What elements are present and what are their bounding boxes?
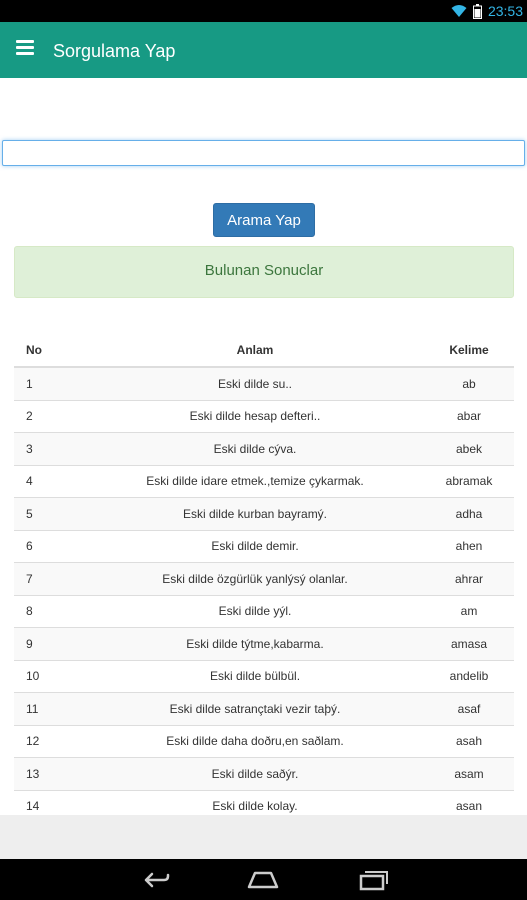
- table-row: [14, 790, 514, 815]
- cell-kelime: ahen: [424, 530, 514, 563]
- search-input[interactable]: [2, 140, 525, 166]
- table-row: [14, 725, 514, 758]
- cell-anlam: Eski dilde su..: [86, 367, 424, 400]
- wifi-icon: [451, 4, 467, 18]
- cell-kelime: asah: [424, 725, 514, 758]
- cell-no: 7: [14, 563, 86, 596]
- header-no: No: [14, 334, 86, 367]
- cell-kelime: andelib: [424, 660, 514, 693]
- results-banner: Bulunan Sonuclar: [14, 246, 514, 298]
- table-row: [14, 563, 514, 596]
- table-row: [14, 433, 514, 466]
- navigation-bar: [0, 859, 527, 900]
- cell-no: 11: [14, 693, 86, 726]
- cell-anlam: Eski dilde daha doðru,en saðlam.: [86, 725, 424, 758]
- cell-no: 2: [14, 400, 86, 433]
- hamburger-menu-icon[interactable]: [16, 40, 34, 58]
- results-table: [14, 334, 514, 815]
- results-table-container[interactable]: [14, 334, 514, 815]
- table-row: [14, 693, 514, 726]
- cell-anlam: Eski dilde hesap defteri..: [86, 400, 424, 433]
- cell-no: 6: [14, 530, 86, 563]
- cell-anlam: Eski dilde demir.: [86, 530, 424, 563]
- recents-icon[interactable]: [355, 868, 391, 892]
- back-icon[interactable]: [138, 868, 174, 892]
- table-row: [14, 595, 514, 628]
- cell-no: 12: [14, 725, 86, 758]
- cell-no: 13: [14, 758, 86, 791]
- cell-anlam: Eski dilde yýl.: [86, 595, 424, 628]
- cell-anlam: Eski dilde kurban bayramý.: [86, 498, 424, 531]
- table-row: [14, 660, 514, 693]
- cell-no: 4: [14, 465, 86, 498]
- cell-kelime: abek: [424, 433, 514, 466]
- battery-icon: [473, 4, 482, 19]
- app-bar: [0, 22, 527, 78]
- status-time: 23:53: [487, 3, 523, 19]
- page-title: Sorgulama Yap: [53, 41, 176, 61]
- table-row: [14, 367, 514, 400]
- home-icon[interactable]: [245, 868, 281, 892]
- search-button[interactable]: Arama Yap: [213, 203, 315, 237]
- cell-kelime: ab: [424, 367, 514, 400]
- cell-kelime: am: [424, 595, 514, 628]
- cell-kelime: adha: [424, 498, 514, 531]
- cell-kelime: abramak: [424, 465, 514, 498]
- cell-anlam: Eski dilde bülbül.: [86, 660, 424, 693]
- cell-anlam: Eski dilde kolay.: [86, 790, 424, 815]
- table-row: [14, 498, 514, 531]
- cell-no: 8: [14, 595, 86, 628]
- cell-anlam: Eski dilde saðýr.: [86, 758, 424, 791]
- header-kelime: Kelime: [424, 334, 514, 367]
- header-anlam: Anlam: [86, 334, 424, 367]
- cell-no: 1: [14, 367, 86, 400]
- table-row: [14, 465, 514, 498]
- cell-kelime: asan: [424, 790, 514, 815]
- status-bar: [0, 0, 527, 22]
- table-row: [14, 530, 514, 563]
- table-row: [14, 400, 514, 433]
- cell-anlam: Eski dilde týtme,kabarma.: [86, 628, 424, 661]
- cell-no: 9: [14, 628, 86, 661]
- cell-anlam: Eski dilde cýva.: [86, 433, 424, 466]
- cell-kelime: ahrar: [424, 563, 514, 596]
- table-row: [14, 628, 514, 661]
- cell-anlam: Eski dilde satrançtaki vezir taþý.: [86, 693, 424, 726]
- cell-anlam: Eski dilde özgürlük yanlýsý olanlar.: [86, 563, 424, 596]
- table-row: [14, 758, 514, 791]
- cell-kelime: abar: [424, 400, 514, 433]
- cell-no: 5: [14, 498, 86, 531]
- table-header-row: [14, 334, 514, 367]
- cell-kelime: asaf: [424, 693, 514, 726]
- cell-no: 14: [14, 790, 86, 815]
- cell-no: 10: [14, 660, 86, 693]
- cell-kelime: amasa: [424, 628, 514, 661]
- cell-anlam: Eski dilde idare etmek.,temize çykarmak.: [86, 465, 424, 498]
- bottom-area: [0, 815, 527, 859]
- cell-no: 3: [14, 433, 86, 466]
- cell-kelime: asam: [424, 758, 514, 791]
